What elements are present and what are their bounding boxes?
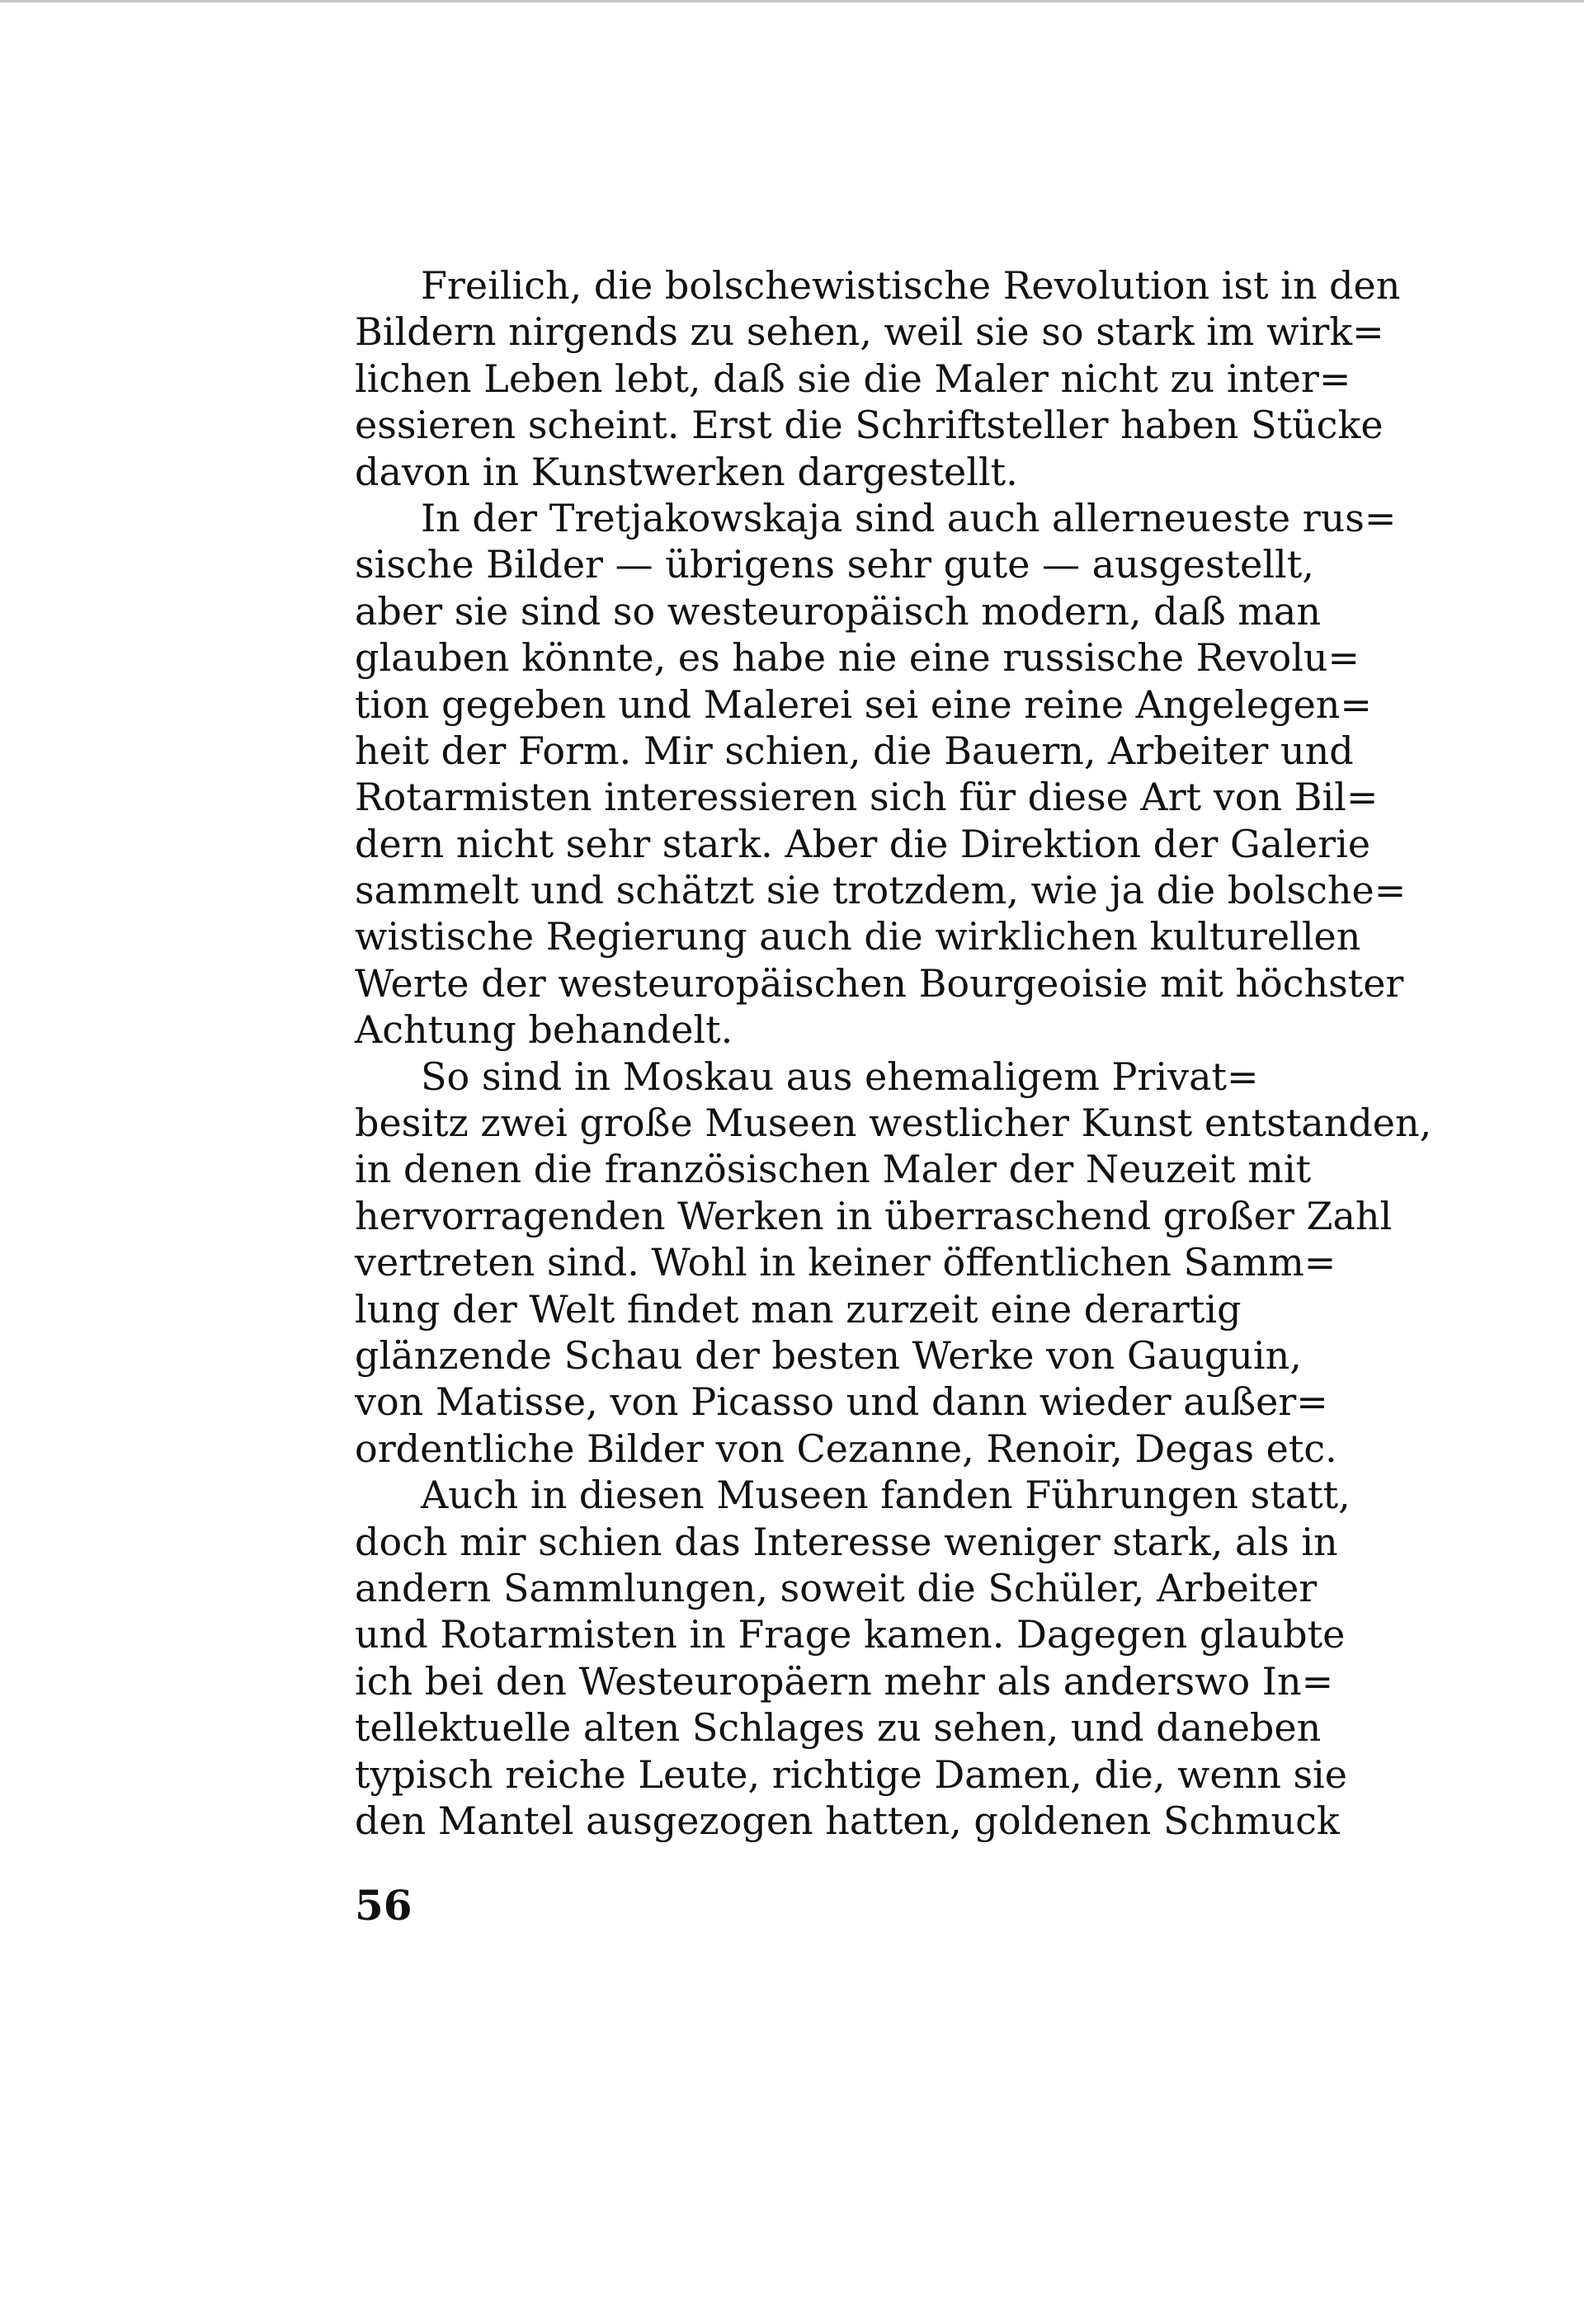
text-line: wistische Regierung auch die wirklichen kulturellen [355,914,1361,959]
text-line: hervorragenden Werken in überraschend großer Zahl [355,1193,1393,1238]
text-line: ich bei den Westeuropäern mehr als anderswo In= [355,1658,1334,1704]
text-line: In der Tretjakowskaja sind auch allerneueste rus= [421,495,1397,540]
page-top-edge [0,0,1584,2]
text-line: andern Sammlungen, soweit die Schüler, Arbeiter [355,1565,1318,1610]
text-line: Bildern nirgends zu sehen, weil sie so stark im wirk= [355,309,1384,355]
text-line: Freilich, die bolschewistische Revolution ist in den [421,263,1401,308]
text-line: sammelt und schätzt sie trotzdem, wie ja die bolsche= [355,868,1407,913]
text-line: von Matisse, von Picasso und dann wieder außer= [355,1379,1328,1425]
text-line: glänzende Schau der besten Werke von Gauguin, [355,1332,1302,1378]
text-line: davon in Kunstwerken dargestellt. [355,449,1018,494]
text-line: vertreten sind. Wohl in keiner öffentlichen Samm= [355,1240,1336,1285]
body-text [355,262,1432,1844]
text-line: ordentliche Bilder von Cezanne, Renoir, Degas etc. [355,1426,1337,1471]
text-line: Werte der westeuropäischen Bourgeoisie mit höchster [355,960,1404,1006]
text-line: in denen die französischen Maler der Neuzeit mit [355,1147,1312,1192]
text-line: lichen Leben lebt, daß sie die Maler nicht zu inter= [355,356,1351,401]
text-line: lung der Welt findet man zurzeit eine derartig [355,1286,1242,1332]
text-line: heit der Form. Mir schien, die Bauern, Arbeiter und [355,728,1354,773]
text-line: tellektuelle alten Schlages zu sehen, und daneben [355,1705,1322,1751]
text-line: sische Bilder — übrigens sehr gute — ausgestellt, [355,542,1314,587]
page-number: 56 [355,1881,412,1930]
text-line: und Rotarmisten in Frage kamen. Dagegen glaubte [355,1612,1346,1657]
text-line: dern nicht sehr stark. Aber die Direktion der Galerie [355,821,1371,866]
text-line: Auch in diesen Museen fanden Führungen statt, [421,1473,1351,1518]
text-line: besitz zwei große Museen westlicher Kunst entstanden, [355,1101,1432,1146]
text-line: typisch reiche Leute, richtige Damen, die, wenn sie [355,1751,1347,1797]
text-line: doch mir schien das Interesse weniger stark, als in [355,1519,1338,1564]
text-line: Rotarmisten interessieren sich für diese Art von Bil= [355,775,1379,820]
text-line: So sind in Moskau aus ehemaligem Privat= [421,1054,1259,1099]
text-line: den Mantel ausgezogen hatten, goldenen Schmuck [355,1798,1340,1843]
text-line: aber sie sind so westeuropäisch modern, daß man [355,588,1321,634]
text-line: Achtung behandelt. [355,1007,733,1053]
text-line: tion gegeben und Malerei sei eine reine Angelegen= [355,681,1372,727]
text-line: essieren scheint. Erst die Schriftsteller haben Stücke [355,403,1384,448]
text-line: glauben könnte, es habe nie eine russische Revolu= [355,635,1360,681]
